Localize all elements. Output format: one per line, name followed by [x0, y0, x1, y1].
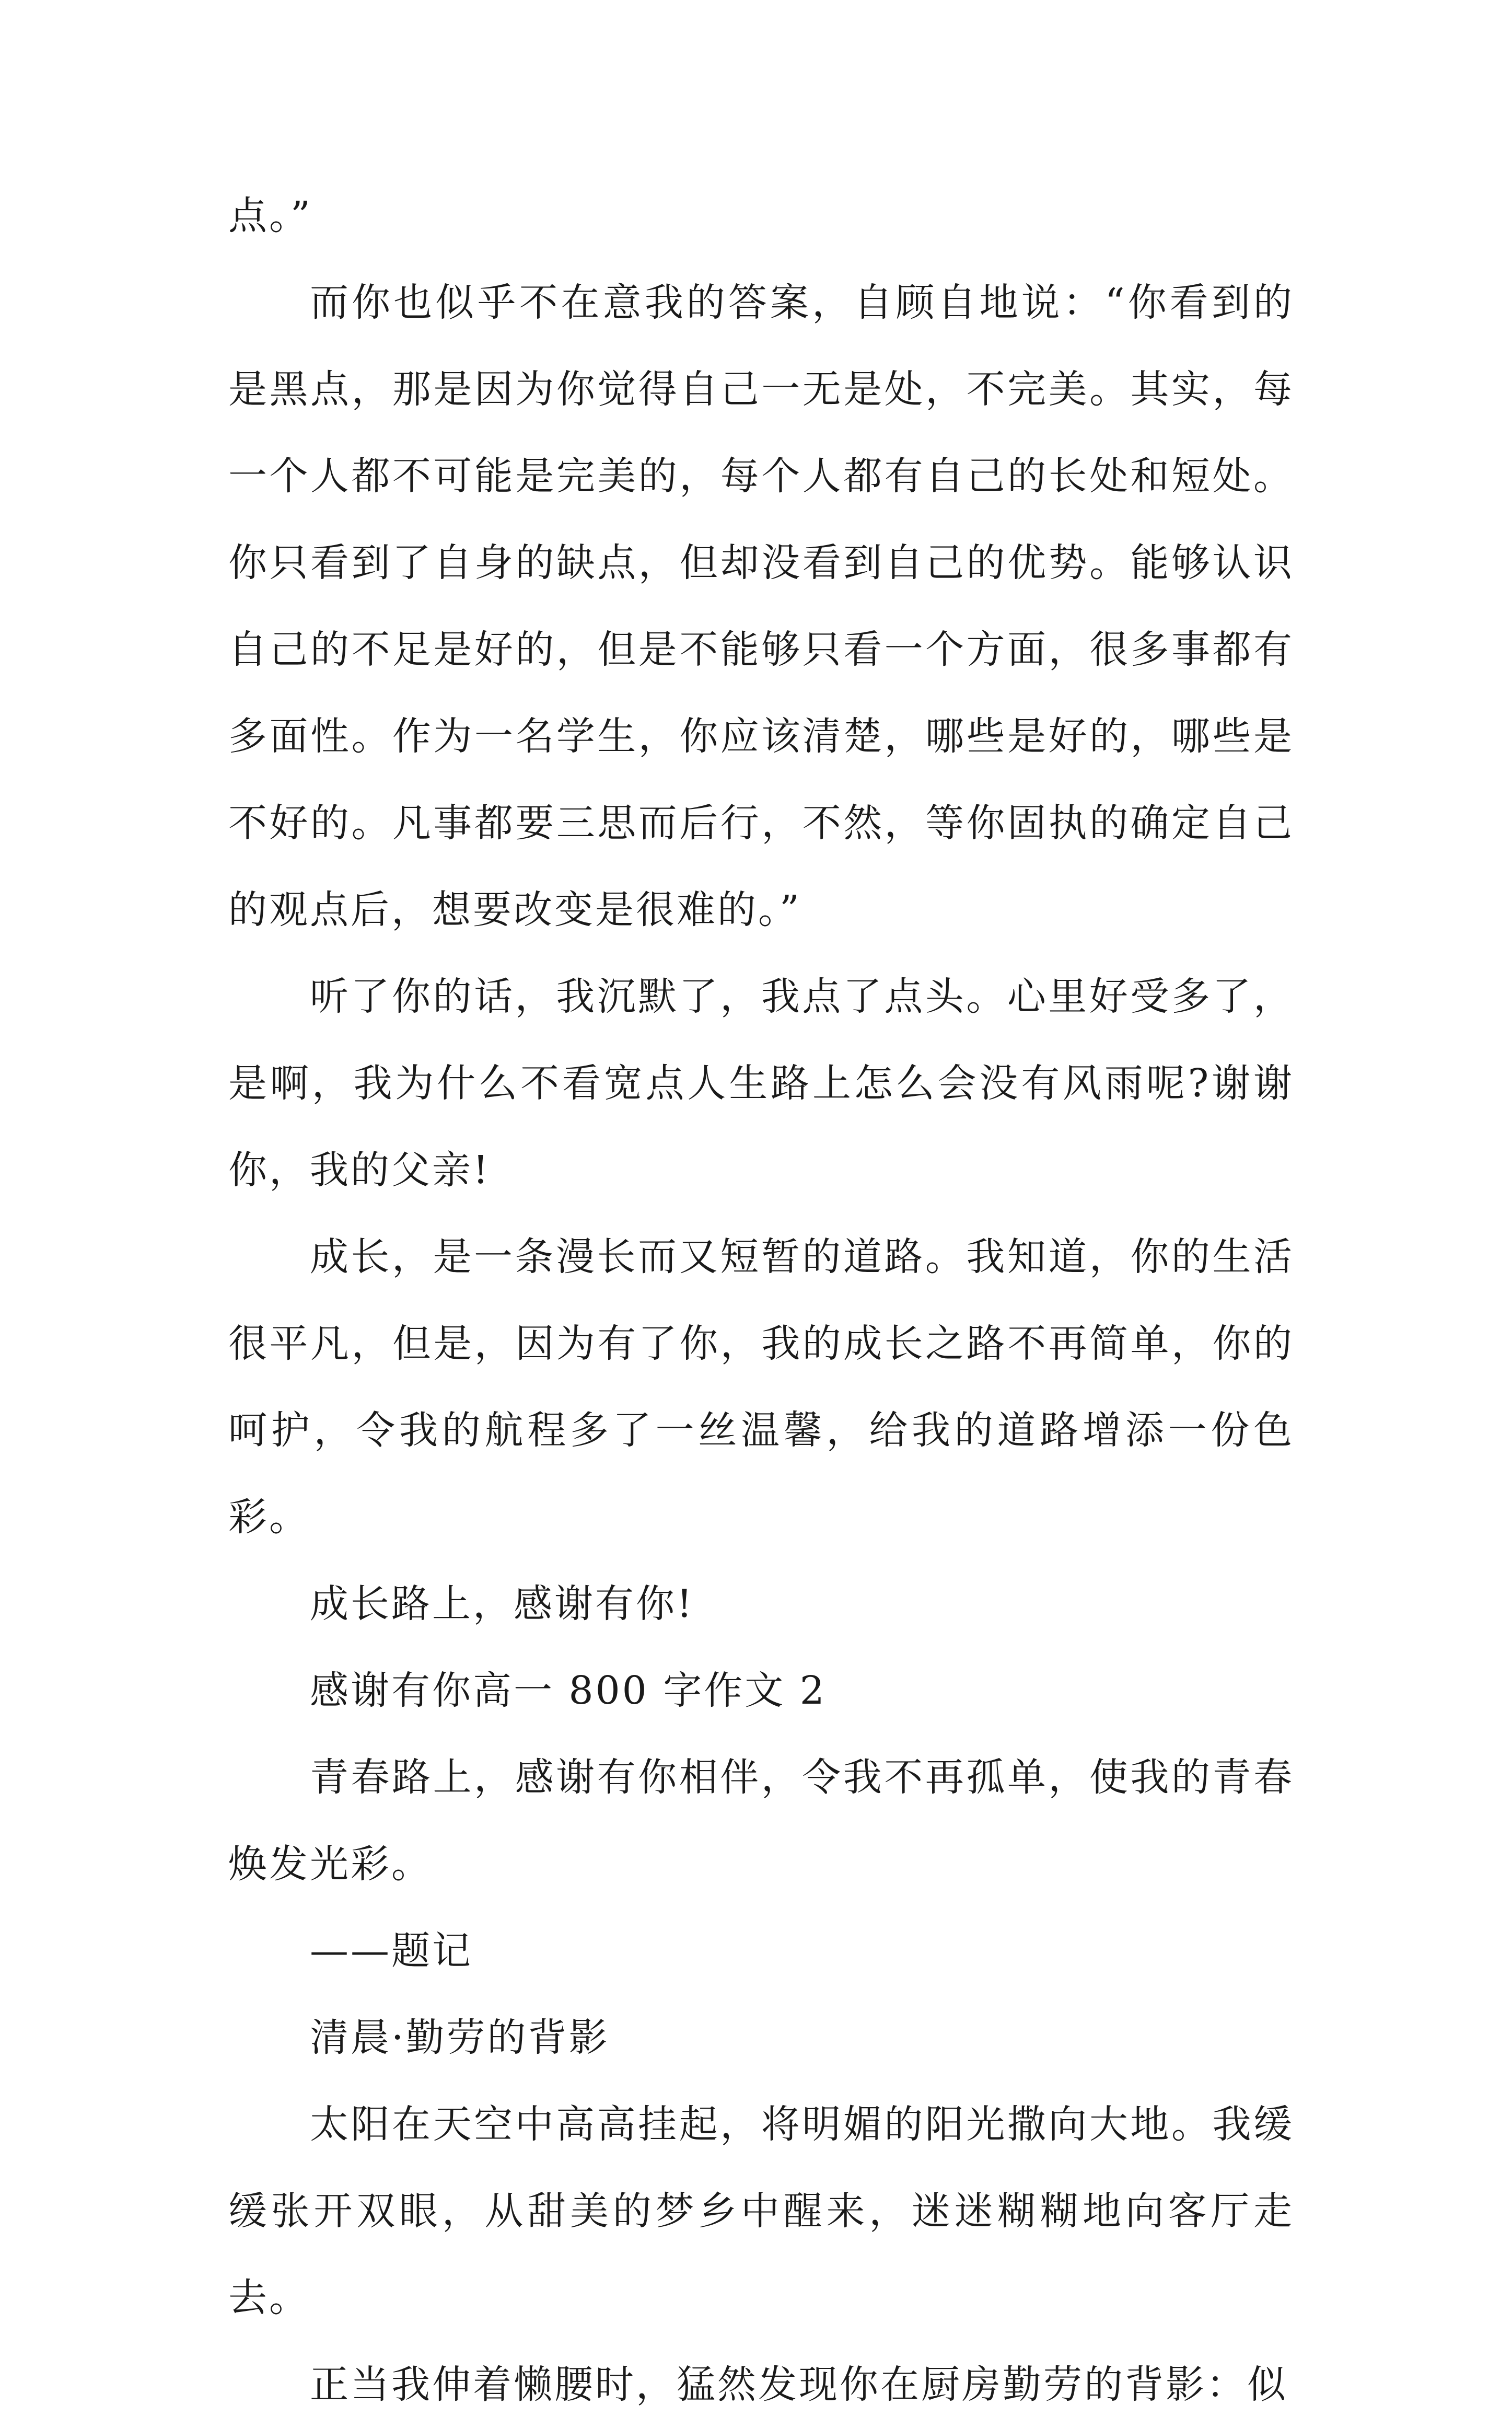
paragraph-morning: 太阳在天空中高高挂起，将明媚的阳光撒向大地。我缓缓张开双眼，从甜美的梦乡中醒来，迷迷糊糊地向客厅走去。	[228, 2102, 1294, 2320]
epigraph-note: ——题记	[310, 1928, 473, 1973]
paragraph-father-speech: 而你也似乎不在意我的答案，自顾自地说：“你看到的是黑点，那是因为你觉得自己一无是处，不完美。其实，每一个人都不可能是完美的，每个人都有自己的长处和短处。你只看到了自身的缺点，但却没看到自己的优势。能够认识自己的不足是好的，但是不能够只看一个方面，很多事都有多面性。作为一名学生，你应该清楚，哪些是好的，哪些是不好的。凡事都要三思而后行，不然，等你固执的确定自己的观点后，想要改变是很难的。”	[228, 280, 1294, 932]
paragraph-growth: 成长，是一条漫长而又短暂的道路。我知道，你的生活很平凡，但是，因为有了你，我的成长之路不再简单，你的呵护，令我的航程多了一丝温馨，给我的道路增添一份色彩。	[228, 1234, 1294, 1540]
paragraph-kitchen: 正当我伸着懒腰时，猛然发现你在厨房勤劳的背影：似	[310, 2362, 1288, 2407]
paragraph-youth: 青春路上，感谢有你相伴，令我不再孤单，使我的青春焕发光彩。	[228, 1755, 1294, 1887]
document-body	[228, 172, 1294, 2428]
section-heading: 清晨·勤劳的背影	[310, 2015, 610, 2060]
paragraph-continuation: 点。”	[228, 193, 312, 238]
paragraph-reflection: 听了你的话，我沉默了，我点了点头。心里好受多了，是啊，我为什么不看宽点人生路上怎么会没有风雨呢?谢谢你，我的父亲!	[228, 974, 1294, 1193]
paragraph-thanks: 成长路上，感谢有你!	[310, 1581, 694, 1626]
essay-title: 感谢有你高一 800 字作文 2	[310, 1668, 827, 1713]
